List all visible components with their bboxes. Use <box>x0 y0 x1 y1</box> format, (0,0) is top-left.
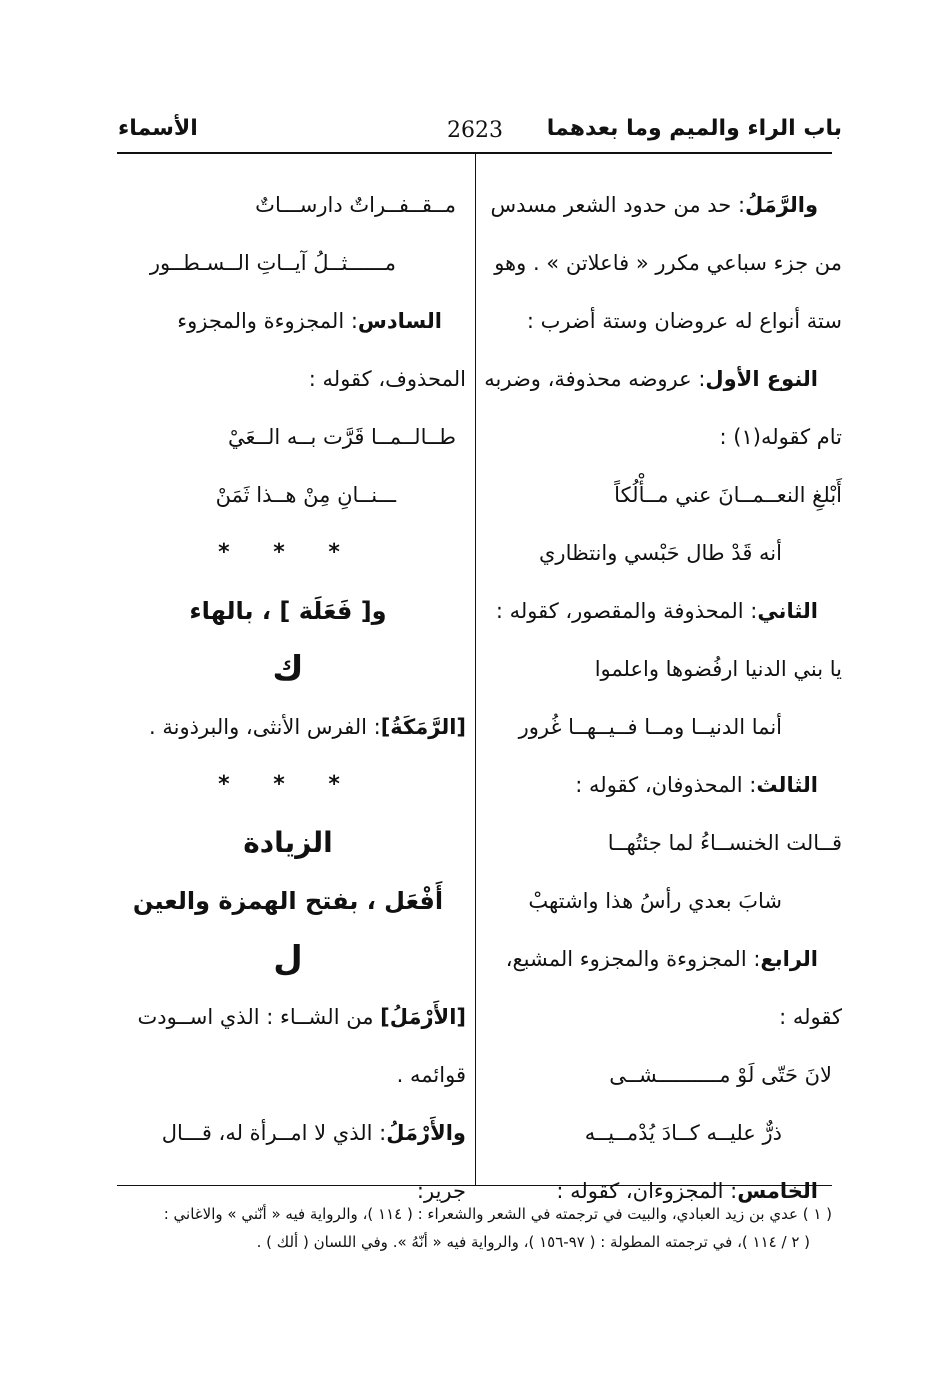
verse-line: لانَ حَتّى لَوْ مــــــــــشــى <box>609 1063 832 1087</box>
text-line: ستة أنواع له عروضان وستة أضرب : <box>526 309 842 333</box>
verse-line: يا بني الدنيا ارفُضوها واعلموا <box>594 657 842 681</box>
entry-line: والأَرْمَلُ: الذي لا امــرأة له، قـــال <box>161 1121 466 1145</box>
text-line: كقوله : <box>779 1005 842 1029</box>
verse-line: أنما الدنيــا ومــا فــيــهــا غُرور <box>518 715 782 739</box>
text-line: تام كقوله(١) : <box>719 425 842 449</box>
text-line: من جزء سباعي مكرر « فاعلاتن » . وهو <box>494 251 842 275</box>
entry-line: [الرَّمَكَةُ]: الفرس الأنثى، والبرذونة . <box>149 715 466 739</box>
footnote-line: ( ١ ) عدي بن زيد العبادي، والبيت في ترجمته في الشعر والشعراء : ( ١١٤ )، والرواية فيه « أنّني » والاغاني : <box>163 1205 832 1223</box>
footnote-rule <box>117 1185 832 1186</box>
running-head-left: الأسماء <box>118 116 198 141</box>
right-column <box>476 176 842 1220</box>
section-separator: * * * <box>218 772 358 797</box>
running-head-right: باب الراء والميم وما بعدهما <box>546 116 842 141</box>
verse-line: مــقــفــراتٌ دارســـاتٌ <box>255 193 456 217</box>
verse-line: مــــــثــلُ آيــاتِ الــسـطــور <box>149 251 396 275</box>
text-line: النوع الأول: عروضه محذوفة، وضربه <box>484 367 818 391</box>
verse-line: شابَ بعدي رأسُ هذا واشتهبْ <box>528 889 782 913</box>
entry-line: [الأَرْمَلُ] من الشــاء : الذي اســودت <box>137 1005 466 1029</box>
footnotes <box>114 1200 832 1256</box>
page-number: 2623 <box>447 118 503 143</box>
verse-line: أَبْلغِ النعــمــانَ عني مــأْلُكاً <box>614 483 842 507</box>
text-line: الثاني: المحذوفة والمقصور، كقوله : <box>495 599 818 623</box>
left-column <box>110 176 466 1220</box>
text-line: الخامس: المجزوءان، كقوله : <box>556 1179 818 1203</box>
text-line: السادس: المجزوءة والمجزوء <box>177 309 442 333</box>
letter-heading: ل <box>273 939 303 979</box>
section-heading: و[ فَعَلَة ] ، بالهاء <box>189 597 387 625</box>
footnote-line: ( ٢ / ١١٤ )، في ترجمته المطولة : ( ٩٧-١٥٦ )، والرواية فيه « أنّهُ ». وفي اللسان ( ألك ) . <box>256 1233 810 1251</box>
chapter-heading: الزيادة <box>243 826 333 859</box>
text-line: الثالث: المحذوفان، كقوله : <box>575 773 818 797</box>
section-separator: * * * <box>218 540 358 565</box>
verse-line: ـــنــانِ مِنْ هــذا ثَمَنْ <box>215 483 396 507</box>
verse-line: أنه قَدْ طال حَبْسي وانتظاري <box>539 541 782 565</box>
entry-line: قوائمه . <box>396 1063 466 1087</box>
entry-line: جرير: <box>416 1179 466 1203</box>
verse-line: طــالــمــا قَرَّت بــه الــعَيْ <box>228 425 456 449</box>
text-line: الرابع: المجزوءة والمجزوء المشبع، <box>505 947 818 971</box>
text-line: والرَّمَلُ: حد من حدود الشعر مسدس <box>490 193 818 217</box>
letter-heading: ك <box>272 649 304 689</box>
text-line: المحذوف، كقوله : <box>308 367 466 391</box>
verse-line: قــالت الخنســاءُ لما جئتُهــا <box>607 831 842 855</box>
pattern-heading: أَفْعَل ، بفتح الهمزة والعين <box>132 887 444 915</box>
verse-line: ذرٌّ عليــه كــادَ يُدْمــيــه <box>584 1121 782 1145</box>
